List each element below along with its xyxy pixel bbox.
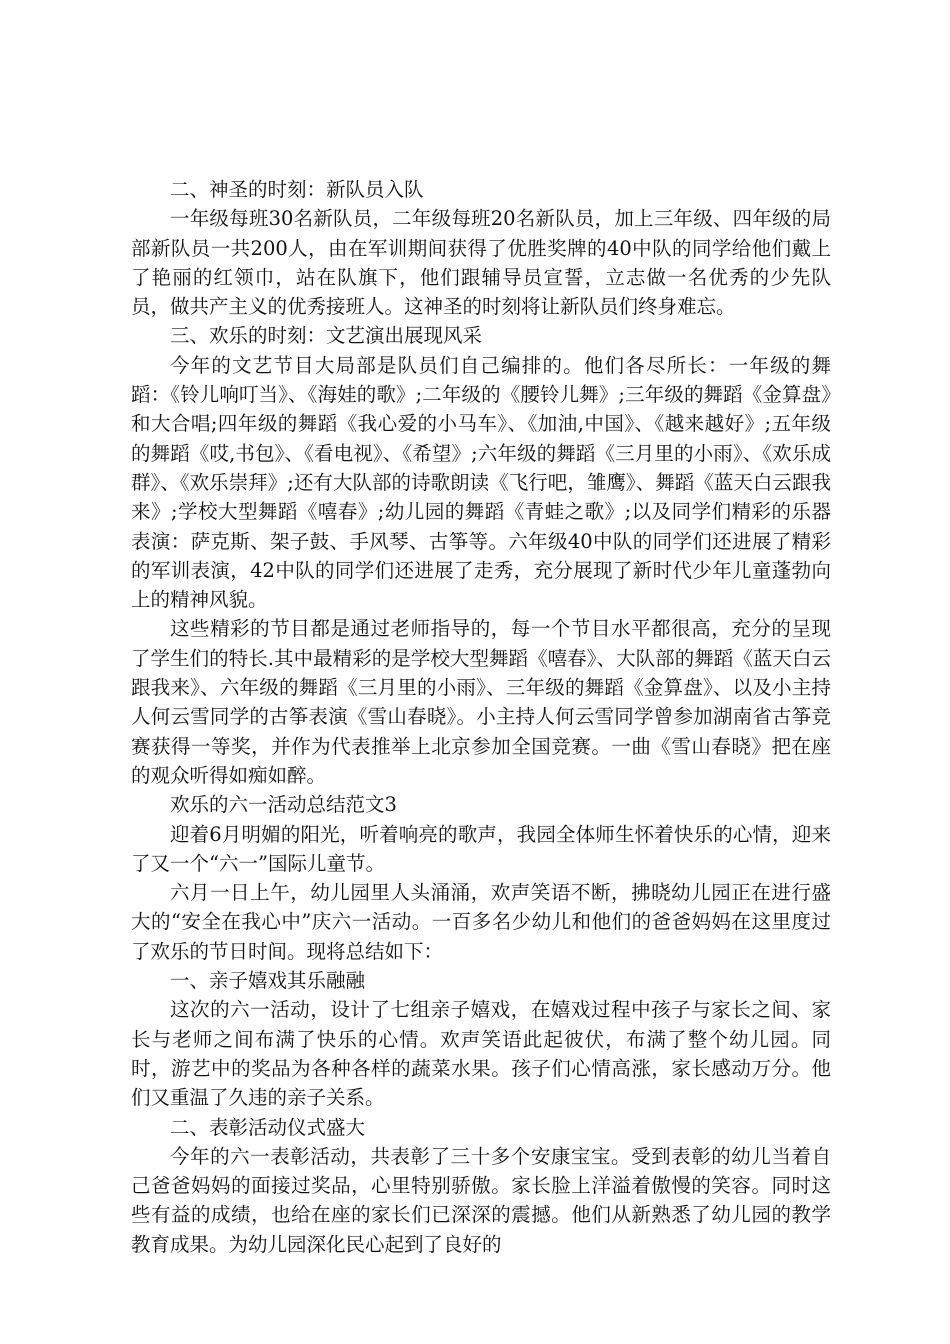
section-heading-induction: 二、神圣的时刻：新队员入队 <box>170 178 424 201</box>
section-heading-awards: 二、表彰活动仪式盛大 <box>170 1115 366 1139</box>
section-heading-performance: 三、欢乐的时刻：文艺演出展现风采 <box>170 324 483 348</box>
paragraph-performance-highlights: 这些精彩的节目都是通过老师指导的，每一个节目水平都很高，充分的呈现了学生们的特长.其中最精彩的是学校大型舞蹈《嘻春》、大队部的舞蹈《蓝天白云跟我来》、六年级的舞蹈《三月里的小雨》、三年级的舞蹈《金算盘》、以及小主持人何云雪同学的古筝表演《雪山春晓》。小主持人何云雪同学曾参加湖南省古筝竞赛获得一等奖，并作为代表推举上北京参加全国竞赛。一曲《雪山春晓》把在座的观众听得如痴如醉。 <box>131 617 831 787</box>
paragraph-awards: 今年的六一表彰活动，共表彰了三十多个安康宝宝。受到表彰的幼儿当着自己爸爸妈妈的面接过奖品，心里特别骄傲。家长脸上洋溢着傲慢的笑容。同时这些有益的成绩，也给在座的家长们已深深的震撼。他们从新熟悉了幼儿园的教学教育成果。为幼儿园深化民心起到了良好的 <box>131 1144 831 1256</box>
section-heading-parent-child-games: 一、亲子嬉戏其乐融融 <box>170 969 366 993</box>
paragraph-performance-list: 今年的文艺节目大局部是队员们自己编排的。他们各尽所长：一年级的舞蹈：《铃儿响叮当》、《海娃的歌》;二年级的《腰铃儿舞》;三年级的舞蹈《金算盘》和大合唱;四年级的舞蹈《我心爱的小马车》、《加油,中国》、《越来越好》;五年级的舞蹈《哎,书包》、《看电视》、《希望》;六年级的舞蹈《三月里的小雨》、《欢乐成群》、《欢乐崇拜》;还有大队部的诗歌朗读《飞行吧，雏鹰》、舞蹈《蓝天白云跟我来》;学校大型舞蹈《嘻春》;幼儿园的舞蹈《青蛙之歌》;以及同学们精彩的乐器表演：萨克斯、架子鼓、手风琴、古筝等。六年级40中队的同学们还进展了精彩的军训表演，42中队的同学们还进展了走秀，充分展现了新时代少年儿童蓬勃向上的精神风貌。 <box>131 353 831 612</box>
paragraph-parent-child-games: 这次的六一活动，设计了七组亲子嬉戏，在嬉戏过程中孩子与家长之间、家长与老师之间布满了快乐的心情。欢声笑语此起彼伏，布满了整个幼儿园。同时，游艺中的奖品为各种各样的蔬菜水果。孩子们心情高涨，家长感动万分。他们又重温了久违的亲子关系。 <box>131 998 831 1110</box>
document-body <box>131 175 831 1259</box>
paragraph-induction: 一年级每班30名新队员，二年级每班20名新队员，加上三年级、四年级的局部新队员一共200人，由在军训期间获得了优胜奖牌的40中队的同学给他们戴上了艳丽的红领巾，站在队旗下，他们跟辅导员宣誓，立志做一名优秀的少先队员，做共产主义的优秀接班人。这神圣的时刻将让新队员们终身难忘。 <box>131 207 831 319</box>
paragraph-intro: 迎着6月明媚的阳光，听着响亮的歌声，我园全体师生怀着快乐的心情，迎来了又一个“六一”国际儿童节。 <box>131 822 831 875</box>
article-title-sample-3: 欢乐的六一活动总结范文3 <box>170 793 397 817</box>
paragraph-event-overview: 六月一日上午，幼儿园里人头涌涌，欢声笑语不断，拂晓幼儿园正在进行盛大的“安全在我心中”庆六一活动。一百多名少幼儿和他们的爸爸妈妈在这里度过了欢乐的节日时间。现将总结如下： <box>131 881 831 963</box>
